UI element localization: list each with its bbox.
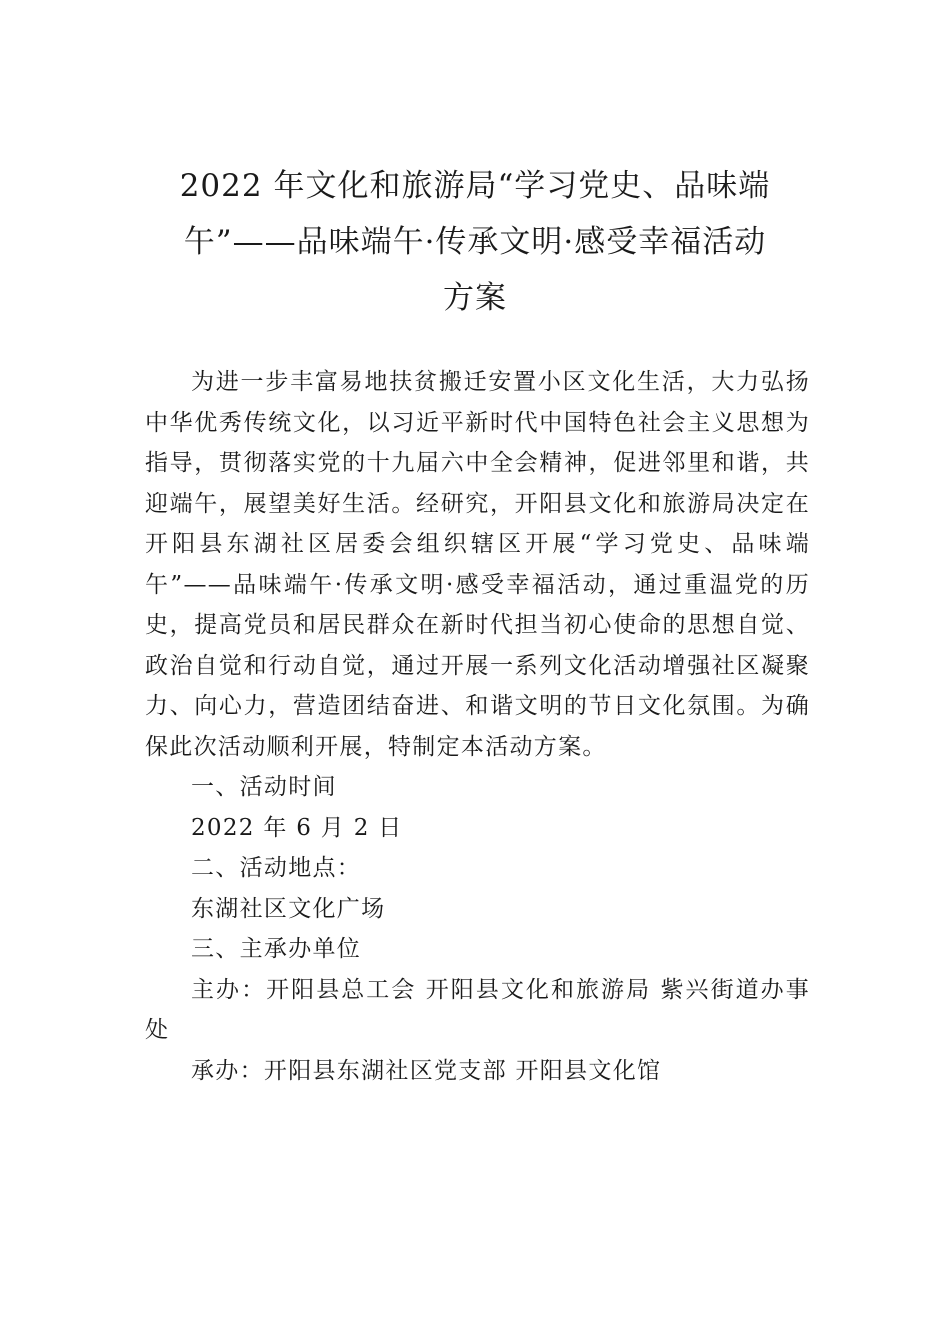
section-heading-location: 二、活动地点： xyxy=(191,855,362,881)
activity-date: 2022 年 6 月 2 日 xyxy=(191,814,403,841)
title-line-3: 方案 xyxy=(443,280,507,316)
document-body xyxy=(145,362,810,1091)
activity-location: 东湖社区文化广场 xyxy=(191,895,386,922)
title-line-1: 2022 年文化和旅游局“学习党史、品味端 xyxy=(179,168,771,204)
title-line-2: 午”——品味端午·传承文明·感受幸福活动 xyxy=(183,224,767,260)
co-organizer-paragraph: 承办：开阳县东湖社区党支部 开阳县文化馆 xyxy=(191,1057,662,1084)
organizer-paragraph: 主办：开阳县总工会 开阳县文化和旅游局 紫兴街道办事处 xyxy=(145,976,810,1043)
section-heading-organizers: 三、主承办单位 xyxy=(191,936,362,962)
document-title xyxy=(140,158,810,326)
section-heading-time: 一、活动时间 xyxy=(191,774,337,800)
intro-paragraph: 为进一步丰富易地扶贫搬迁安置小区文化生活，大力弘扬中华优秀传统文化，以习近平新时代中国特色社会主义思想为指导，贯彻落实党的十九届六中全会精神，促进邻里和谐，共迎端午，展望美好生活。经研究，开阳县文化和旅游局决定在开阳县东湖社区居委会组织辖区开展“学习党史、品味端午”——品味端午·传承文明·感受幸福活动，通过重温党的历史，提高党员和居民群众在新时代担当初心使命的思想自觉、政治自觉和行动自觉，通过开展一系列文化活动增强社区凝聚力、向心力，营造团结奋进、和谐文明的节日文化氛围。为确保此次活动顺利开展，特制定本活动方案。 xyxy=(145,369,810,760)
